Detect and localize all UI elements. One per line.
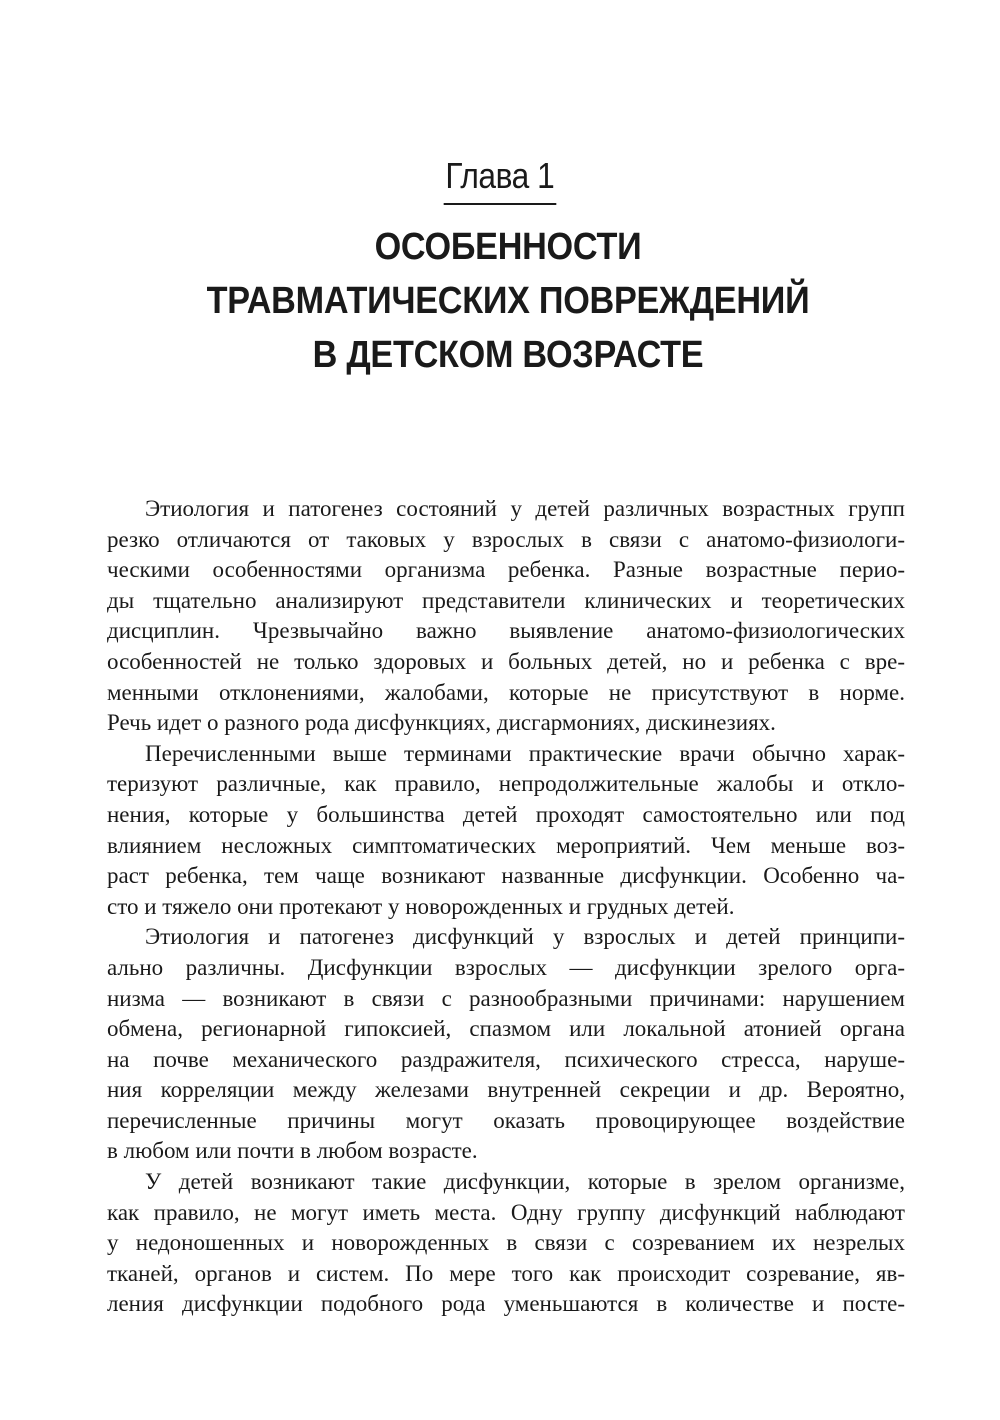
paragraph (107, 1167, 905, 1320)
text-line: у недоношенных и новорожденных в связи с созреванием их незрелых (107, 1230, 905, 1256)
text-line: ческими особенностями организма ребенка. Разные возрастные перио- (107, 557, 905, 583)
chapter-title-line: ОСОБЕННОСТИ (374, 226, 642, 268)
text-line: низма — возникают в связи с разнообразными причинами: нарушением (107, 985, 905, 1011)
chapter-title (0, 220, 1000, 382)
text-line: раст ребенка, тем чаще возникают названные дисфункции. Особенно ча- (107, 863, 905, 889)
text-line: перечисленные причины могут оказать провоцирующее воздействие (107, 1107, 905, 1133)
paragraph (107, 739, 905, 923)
text-line: в любом или почти в любом возрасте. (107, 1138, 478, 1164)
text-line: на почве механического раздражителя, психического стресса, наруше- (107, 1046, 905, 1072)
chapter-label: Глава 1 (444, 155, 556, 205)
text-line: теризуют различные, как правило, непродолжительные жалобы и откло- (107, 771, 905, 797)
text-line: тканей, органов и систем. По мере того как происходит созревание, яв- (107, 1260, 905, 1286)
text-line: Этиология и патогенез состояний у детей различных возрастных групп (145, 496, 905, 521)
text-line: ния корреляции между железами внутренней секреции и др. Вероятно, (107, 1077, 905, 1103)
paragraph (107, 922, 905, 1167)
text-line: нения, которые у большинства детей проходят самостоятельно или под (107, 801, 905, 827)
text-line: обмена, регионарной гипоксией, спазмом или локальной атонией органа (107, 1016, 905, 1042)
chapter-header (0, 155, 1000, 205)
text-line: Перечисленными выше терминами практические врачи обычно харак- (145, 740, 905, 766)
text-line: ально различны. Дисфункции взрослых — дисфункции зрелого орга- (107, 954, 905, 980)
chapter-title-line: ТРАВМАТИЧЕСКИХ ПОВРЕЖДЕНИЙ (206, 280, 810, 322)
chapter-title-line: В ДЕТСКОМ ВОЗРАСТЕ (312, 334, 704, 376)
text-line: ления дисфункции подобного рода уменьшаются в количестве и посте- (107, 1291, 905, 1317)
text-line: ды тщательно анализируют представители клинических и теоретических (107, 587, 905, 613)
text-line: сто и тяжело они протекают у новорожденных и грудных детей. (107, 893, 735, 919)
text-line: Этиология и патогенез дисфункций у взрослых и детей принципи- (145, 924, 905, 950)
text-line: Речь идет о разного рода дисфункциях, дисгармониях, дискинезиях. (107, 710, 776, 736)
text-line: У детей возникают такие дисфункции, которые в зрелом организме, (145, 1169, 905, 1195)
text-line: резко отличаются от таковых у взрослых в связи с анатомо-физиологи- (107, 526, 905, 552)
text-line: влиянием несложных симптоматических мероприятий. Чем меньше воз- (107, 832, 905, 858)
text-line: как правило, не могут иметь места. Одну группу дисфункций наблюдают (107, 1199, 905, 1225)
text-line: особенностей не только здоровых и больных детей, но и ребенка с вре- (107, 648, 905, 674)
body-text (107, 494, 905, 1320)
text-line: менными отклонениями, жалобами, которые не присутствуют в норме. (107, 679, 905, 705)
text-line: дисциплин. Чрезвычайно важно выявление анатомо-физиологических (107, 618, 905, 644)
paragraph (107, 494, 905, 739)
